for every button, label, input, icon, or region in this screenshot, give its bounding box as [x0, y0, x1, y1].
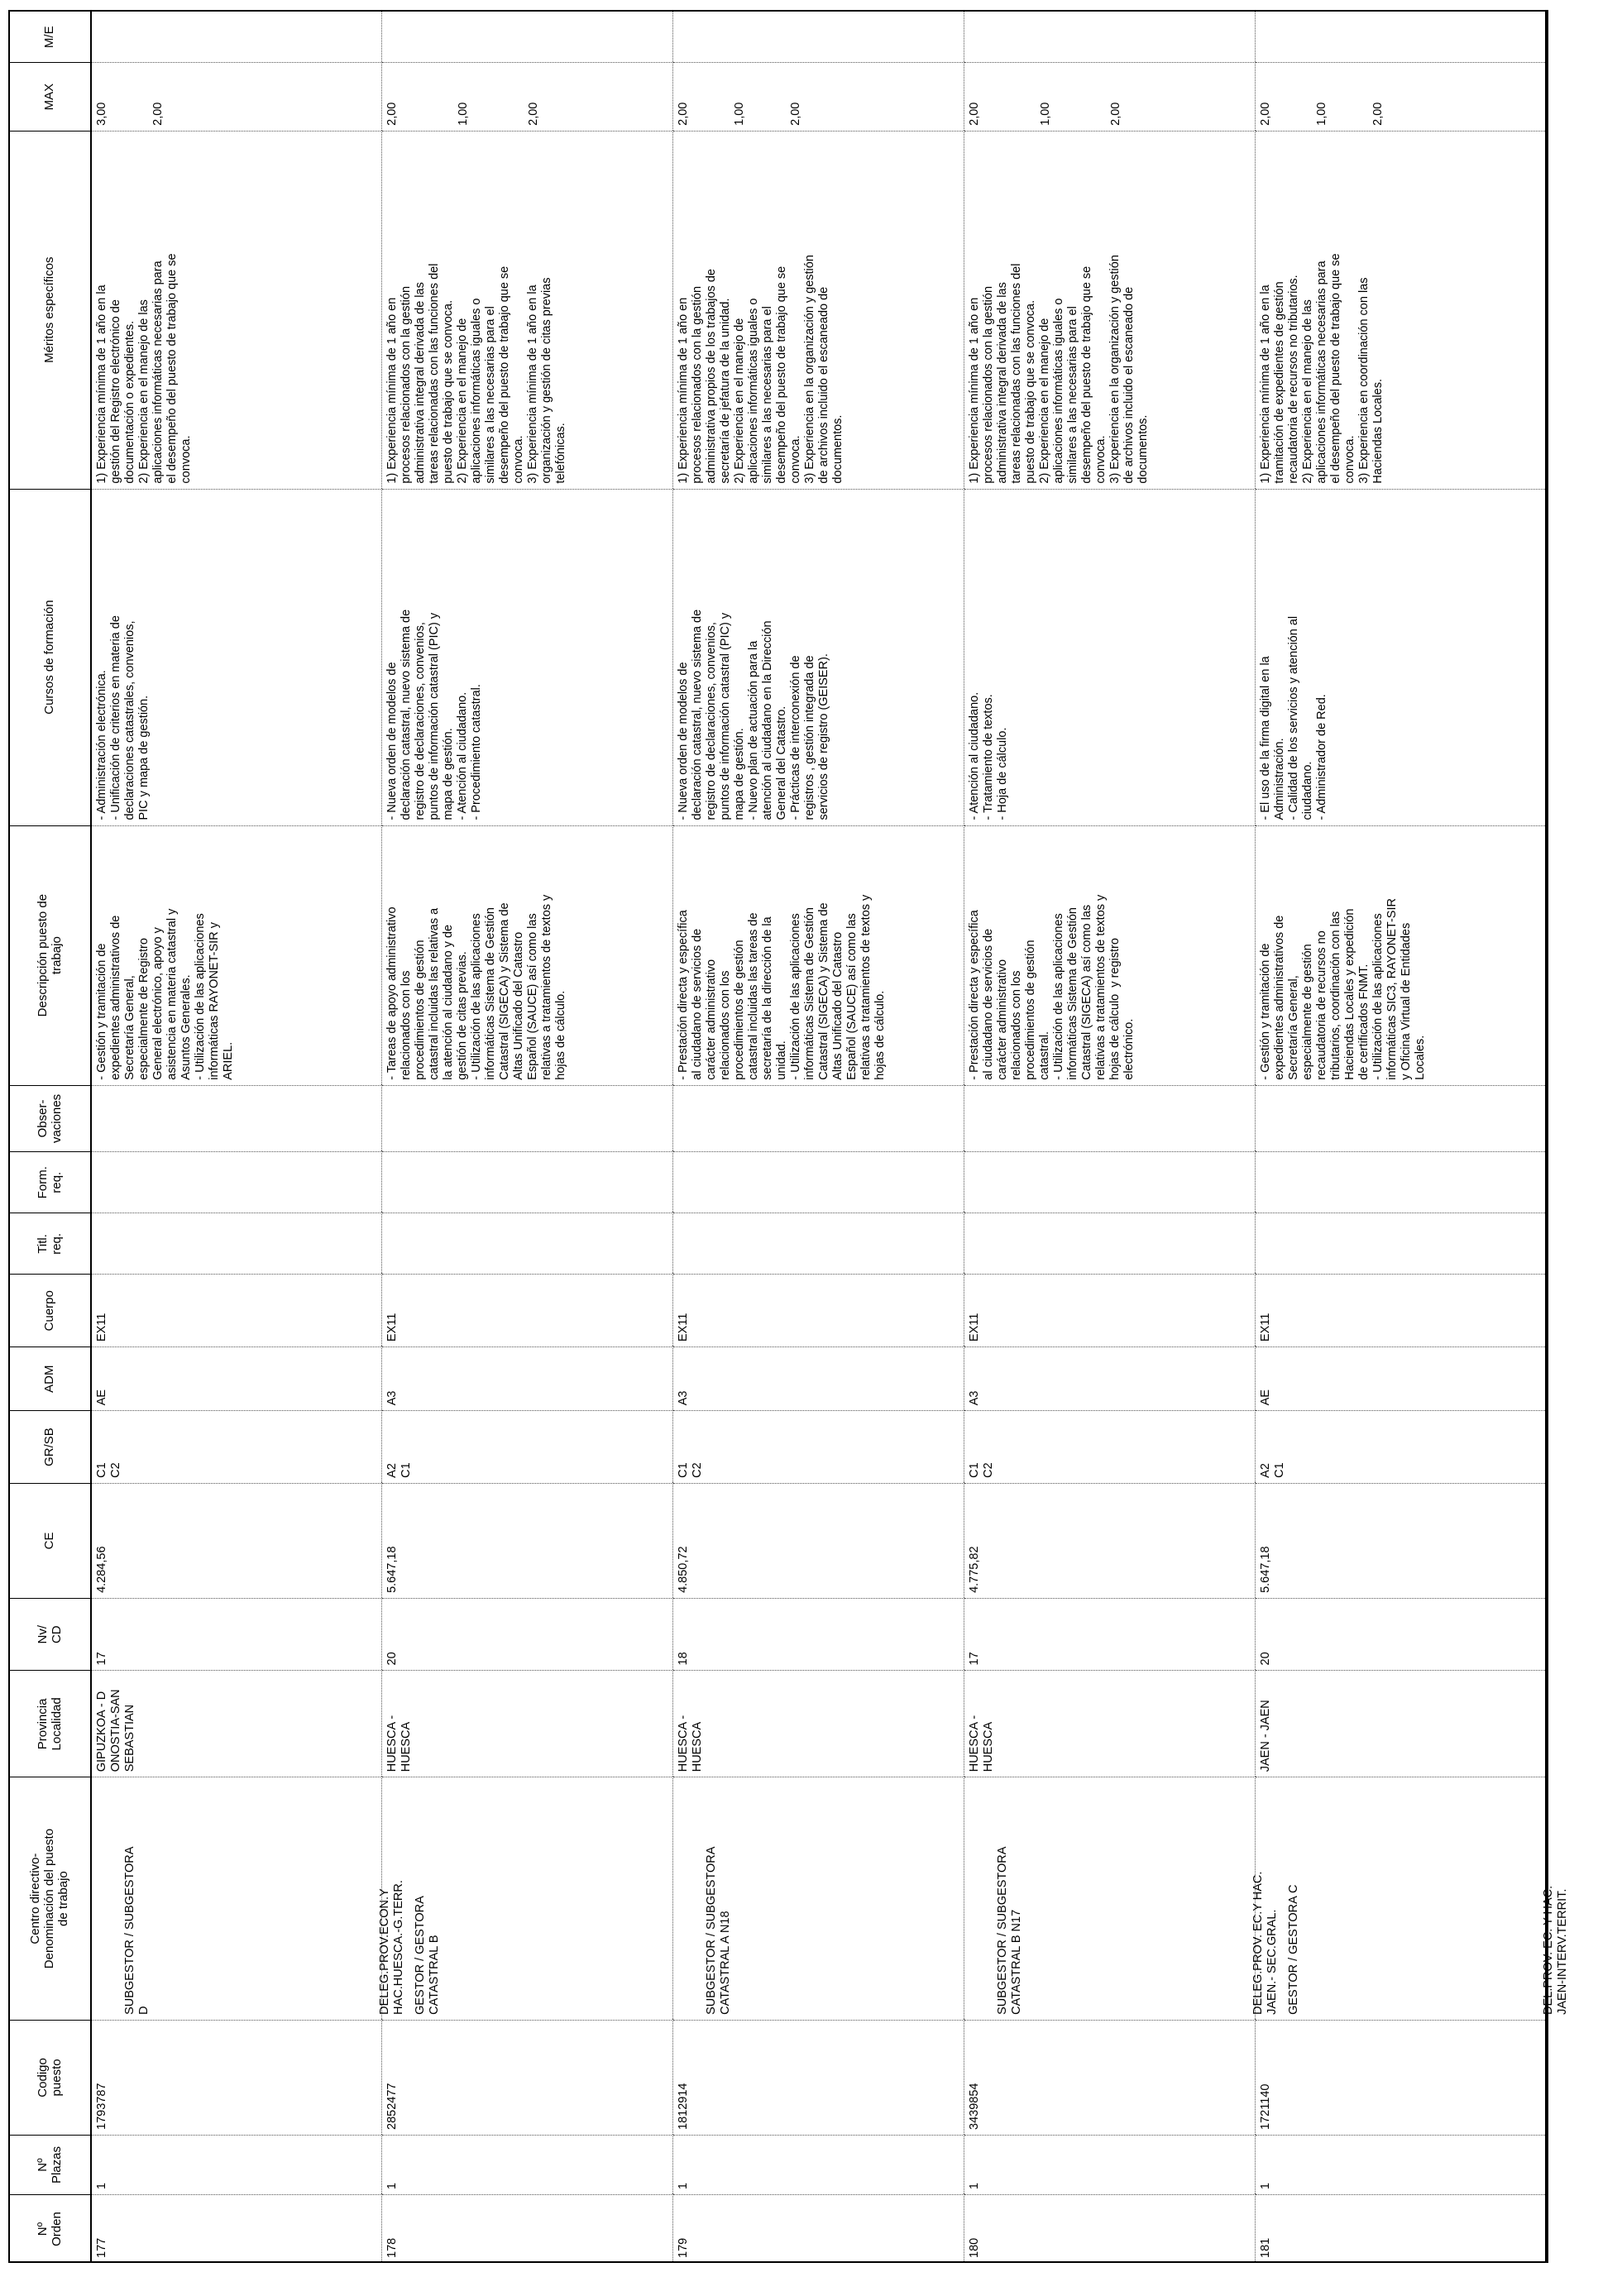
table-row	[1255, 12, 1546, 2263]
cell-max	[91, 63, 382, 131]
cell-max	[1255, 63, 1546, 131]
cell-observaciones	[1255, 1085, 1546, 1151]
cell-cuerpo: EX11	[1255, 1275, 1546, 1347]
cell-plazas: 1	[1255, 2135, 1546, 2194]
max-value-2: 1,00	[733, 102, 747, 126]
header-orden: Nº Orden	[8, 2195, 91, 2263]
header-titulacion: Titl. req.	[8, 1213, 91, 1275]
header-provincia: Provincia Localidad	[8, 1671, 91, 1777]
cell-plazas: 1	[382, 2135, 673, 2194]
header-cuerpo: Cuerpo	[8, 1275, 91, 1347]
centro-title: GESTOR / GESTORA CATASTRAL B	[414, 1896, 442, 2015]
cell-codigo: 2852477	[382, 2020, 673, 2135]
cell-descripcion: - Tareas de apoyo administrativo relacionados con los procedimientos de gestión catastral incluidas las relativas a la atención al ciudadano y de gestión de citas previas. - Utilización de las aplicaciones informáticas Sistema de Gestión Catastral (SIGECA) y Sistema de Altas Unificado del Catastro Español (SAUCE) así como las relativas a tratamientos de textos y hojas de cálculo.	[382, 825, 673, 1085]
cell-centro	[382, 1777, 673, 2021]
cell-observaciones	[382, 1085, 673, 1151]
max-value-3: 2,00	[527, 102, 541, 126]
max-value-3: 2,00	[1108, 102, 1122, 126]
cell-provincia: JAEN - JAEN	[1255, 1671, 1546, 1777]
cell-nivel: 17	[964, 1598, 1255, 1671]
max-value-1: 2,00	[1258, 102, 1272, 126]
centro-stack	[414, 1782, 697, 2015]
cell-plazas: 1	[673, 2135, 964, 2194]
cell-orden: 179	[673, 2195, 964, 2263]
cell-max	[964, 63, 1255, 131]
cell-cursos: - El uso de la firma digital en la Administración. - Calidad de los servicios y atención al ciudadano. - Administrador de Red.	[1255, 489, 1546, 825]
centro-unit: DELEG.PROV. EC.Y HAC. JAEN.- SEC.GRAL.	[1251, 1871, 1279, 2015]
cell-plazas: 1	[964, 2135, 1255, 2194]
cell-centro	[673, 1777, 964, 2021]
cell-meritos: 1) Experiencia mínima de 1 año en procesos relacionados con la gestión administrativa integral derivada de las tareas relacionadas con las funciones del puesto de trabajo que se convoca. 2) Experiencia en el manejo de aplicaciones informáticas iguales o similares a las necesarias para el desempeño del puesto de trabajo que se convoca. 3) Experiencia en la organización y gestión de archivos incluido el escaneado de documentos.	[964, 131, 1255, 489]
cell-observaciones	[91, 1085, 382, 1151]
header-max: MAX	[8, 63, 91, 131]
cell-adm: AE	[1255, 1347, 1546, 1411]
centro-stack	[123, 1782, 406, 2015]
header-plazas: Nº Plazas	[8, 2135, 91, 2194]
centro-title: GESTOR / GESTORA C	[1286, 1884, 1300, 2015]
centro-title: SUBGESTOR / SUBGESTORA CATASTRAL B N17	[995, 1846, 1023, 2015]
cell-max	[382, 63, 673, 131]
cell-max	[673, 63, 964, 131]
max-value-1: 2,00	[677, 102, 691, 126]
table-row	[91, 12, 382, 2263]
cell-plazas: 1	[91, 2135, 382, 2194]
cell-ce: 5.647,18	[382, 1483, 673, 1598]
cell-descripcion: - Gestión y tramitación de expedientes administrativos de Secretaría General, especialmente de Registro General electrónico, apoyo y asistencia en materia catastral y Asuntos Generales. - Utilización de las aplicaciones informáticas RAYONET-SIR y ARIEL.	[91, 825, 382, 1085]
cell-codigo: 3439854	[964, 2020, 1255, 2135]
centro-title: SUBGESTOR / SUBGESTORA D	[123, 1846, 151, 2015]
table-row	[964, 12, 1255, 2263]
cell-nivel: 18	[673, 1598, 964, 1671]
cell-formacion	[382, 1152, 673, 1213]
cell-grupo: A2 C1	[1255, 1411, 1546, 1484]
cell-grupo: C1 C2	[673, 1411, 964, 1484]
cell-provincia: HUESCA - HUESCA	[673, 1671, 964, 1777]
cell-meritos: 1) Experiencia mínima de 1 año en la gestión del Registro electrónico de documentación o expedientes. 2) Experiencia en el manejo de las aplicaciones informáticas necesarias para el desempeño del puesto de trabajo que se convoca.	[91, 131, 382, 489]
header-centro: Centro directivo- Denominación del puesto de trabajo	[8, 1777, 91, 2021]
max-value-1: 3,00	[95, 102, 108, 126]
cell-cuerpo: EX11	[91, 1275, 382, 1347]
max-value-2: 1,00	[457, 102, 471, 126]
cell-orden: 181	[1255, 2195, 1546, 2263]
header-grupo: GR/SB	[8, 1411, 91, 1484]
cell-nivel: 20	[382, 1598, 673, 1671]
header-descripcion: Descripción puesto de trabajo	[8, 825, 91, 1085]
cell-meritos: 1) Experiencia mínima de 1 año en procesos relacionados con la gestión administrativa propios de los trabajos de secretaría de jefatura de la unidad. 2) Experiencia en el manejo de aplicaciones informáticas iguales o similares a las necesarias para el desempeño del puesto de trabajo que se convoca. 3) Experiencia en la organización y gestión de archivos incluido el escaneado de documentos.	[673, 131, 964, 489]
cell-formacion	[1255, 1152, 1546, 1213]
cell-centro	[964, 1777, 1279, 2021]
max-value-3: 2,00	[789, 102, 803, 126]
cell-me	[382, 12, 673, 63]
cell-descripcion: - Prestación directa y específica al ciudadano de servicios de carácter administrativo relacionados con los procedimientos de gestión catastral incluidas las tareas de secretaría de la dirección de la unidad. - Utilización de las aplicaciones informáticas Sistema de Gestión Catastral (SIGECA) y Sistema de Altas Unificado del Catastro Español (SAUCE) así como las relativas a tratamientos de textos y hojas de cálculo.	[673, 825, 964, 1085]
header-nivel: Nv/ CD	[8, 1598, 91, 1671]
centro-unit: DELEG.PROV.ECON.Y HAC.HUESCA.-G.TERR.	[378, 1880, 406, 2015]
cell-titulacion	[382, 1213, 673, 1275]
cell-provincia: GIPUZKOA - D ONOSTIA-SAN SEBASTIAN	[91, 1671, 382, 1777]
header-codigo: Codigo puesto	[8, 2020, 91, 2135]
cell-orden: 178	[382, 2195, 673, 2263]
cell-codigo: 1793787	[91, 2020, 382, 2135]
centro-stack	[1287, 1782, 1570, 2015]
header-meritos: Méritos específicos	[8, 131, 91, 489]
centro-unit: DEL.PROV. EC. Y HAC. JAEN-INTERV.TERRIT.	[1542, 1885, 1569, 2015]
cell-centro	[91, 1777, 406, 2021]
job-positions-table	[8, 12, 1569, 2263]
cell-cuerpo: EX11	[382, 1275, 673, 1347]
cell-codigo: 1721140	[1255, 2020, 1546, 2135]
cell-orden: 177	[91, 2195, 382, 2263]
header-observaciones: Obser- vaciones	[8, 1085, 91, 1151]
max-value-3: 2,00	[1371, 102, 1385, 126]
cell-grupo: A2 C1	[382, 1411, 673, 1484]
cell-ce: 4.284,56	[91, 1483, 382, 1598]
cell-cuerpo: EX11	[673, 1275, 964, 1347]
header-ce: CE	[8, 1483, 91, 1598]
cell-cursos: - Administración electrónica. - Unificación de criterios en materia de declaraciones catastrales, convenios, PIC y mapa de gestión.	[91, 489, 382, 825]
cell-meritos: 1) Experiencia mínima de 1 año en procesos relacionados con la gestión administrativa integral derivada de las tareas relacionadas con las funciones del puesto de trabajo que se convoca. 2) Experiencia en el manejo de aplicaciones informáticas iguales o similares a las necesarias para el desempeño del puesto de trabajo que se convoca. 3) Experiencia mínima de 1 año en la organización y gestión de citas previas telefónicas.	[382, 131, 673, 489]
cell-centro	[1255, 1777, 1569, 2021]
cell-titulacion	[673, 1213, 964, 1275]
cell-adm: AE	[91, 1347, 382, 1411]
cell-me	[1255, 12, 1546, 63]
cell-cursos: - Nueva orden de modelos de declaración catastral, nuevo sistema de registro de declaraciones, convenios, puntos de información catastral (PIC) y mapa de gestión. - Nuevo plan de actuación para la atención al ciudadano en la Dirección General del Catastro. - Prácticas de interconexión de registros , gestión integrada de servicios de registro (GEISER).	[673, 489, 964, 825]
header-cursos: Cursos de formación	[8, 489, 91, 825]
cell-codigo: 1812914	[673, 2020, 964, 2135]
cell-descripcion: - Gestión y tramitación de expedientes administrativos de Secretaría General, especialmente de gestión recaudatoria de recursos no tributarios, coordinación con las Haciendas Locales y expedición de certificados FNMT. - Utilización de las aplicaciones informáticas SIC3, RAYONET-SIR y Oficina Virtual de Entidades Locales.	[1255, 825, 1546, 1085]
max-value-2: 1,00	[1038, 102, 1052, 126]
cell-cursos: - Nueva orden de modelos de declaración catastral, nuevo sistema de registro de declaraciones, convenios, puntos de información catastral (PIC) y mapa de gestión. - Atención al ciudadano. - Procedimiento catastral.	[382, 489, 673, 825]
max-value-1: 2,00	[967, 102, 981, 126]
cell-me	[964, 12, 1255, 63]
table-row	[382, 12, 673, 2263]
max-value-2: 1,00	[1314, 102, 1328, 126]
centro-title: SUBGESTOR / SUBGESTORA CATASTRAL A N18	[705, 1846, 733, 2015]
cell-ce: 5.647,18	[1255, 1483, 1546, 1598]
cell-adm: A3	[382, 1347, 673, 1411]
centro-stack	[996, 1782, 1280, 2015]
cell-observaciones	[964, 1085, 1255, 1151]
cell-orden: 180	[964, 2195, 1255, 2263]
cell-provincia: HUESCA - HUESCA	[382, 1671, 673, 1777]
cell-meritos: 1) Experiencia mínima de 1 año en la tramitación de expedientes de gestión recaudatoria de recursos no tributarios. 2) Experiencia en el manejo de las aplicaciones informáticas necesarias para el desempeño del puesto de trabajo que se convoca. 3) Experiencia en coordinación con las Haciendas Locales.	[1255, 131, 1546, 489]
cell-formacion	[964, 1152, 1255, 1213]
cell-nivel: 17	[91, 1598, 382, 1671]
cell-titulacion	[1255, 1213, 1546, 1275]
cell-provincia: HUESCA - HUESCA	[964, 1671, 1255, 1777]
header-row	[8, 12, 91, 2263]
cell-descripcion: - Prestación directa y específica al ciudadano de servicios de carácter administrativo relacionados con los procedimientos de gestión catastral. - Utilización de las aplicaciones informáticas Sistema de Gestión Catastral (SIGECA) así como las relativas a tratamientos de textos y hojas de cálculo y registro electrónico.	[964, 825, 1255, 1085]
cell-grupo: C1 C2	[964, 1411, 1255, 1484]
table-row	[673, 12, 964, 2263]
header-adm: ADM	[8, 1347, 91, 1411]
max-value-2: 2,00	[151, 102, 165, 126]
cell-titulacion	[91, 1213, 382, 1275]
cell-adm: A3	[673, 1347, 964, 1411]
cell-cursos: - Atención al ciudadano. - Tratamiento de textos. - Hoja de cálculo.	[964, 489, 1255, 825]
max-value-1: 2,00	[385, 102, 400, 126]
cell-titulacion	[964, 1213, 1255, 1275]
cell-me	[91, 12, 382, 63]
header-me: M/E	[8, 12, 91, 63]
cell-ce: 4.775,82	[964, 1483, 1255, 1598]
cell-ce: 4.850,72	[673, 1483, 964, 1598]
cell-formacion	[91, 1152, 382, 1213]
cell-adm: A3	[964, 1347, 1255, 1411]
cell-me	[673, 12, 964, 63]
centro-stack	[705, 1782, 988, 2015]
cell-formacion	[673, 1152, 964, 1213]
cell-observaciones	[673, 1085, 964, 1151]
cell-cuerpo: EX11	[964, 1275, 1255, 1347]
cell-grupo: C1 C2	[91, 1411, 382, 1484]
header-formacion: Form. req.	[8, 1152, 91, 1213]
cell-nivel: 20	[1255, 1598, 1546, 1671]
